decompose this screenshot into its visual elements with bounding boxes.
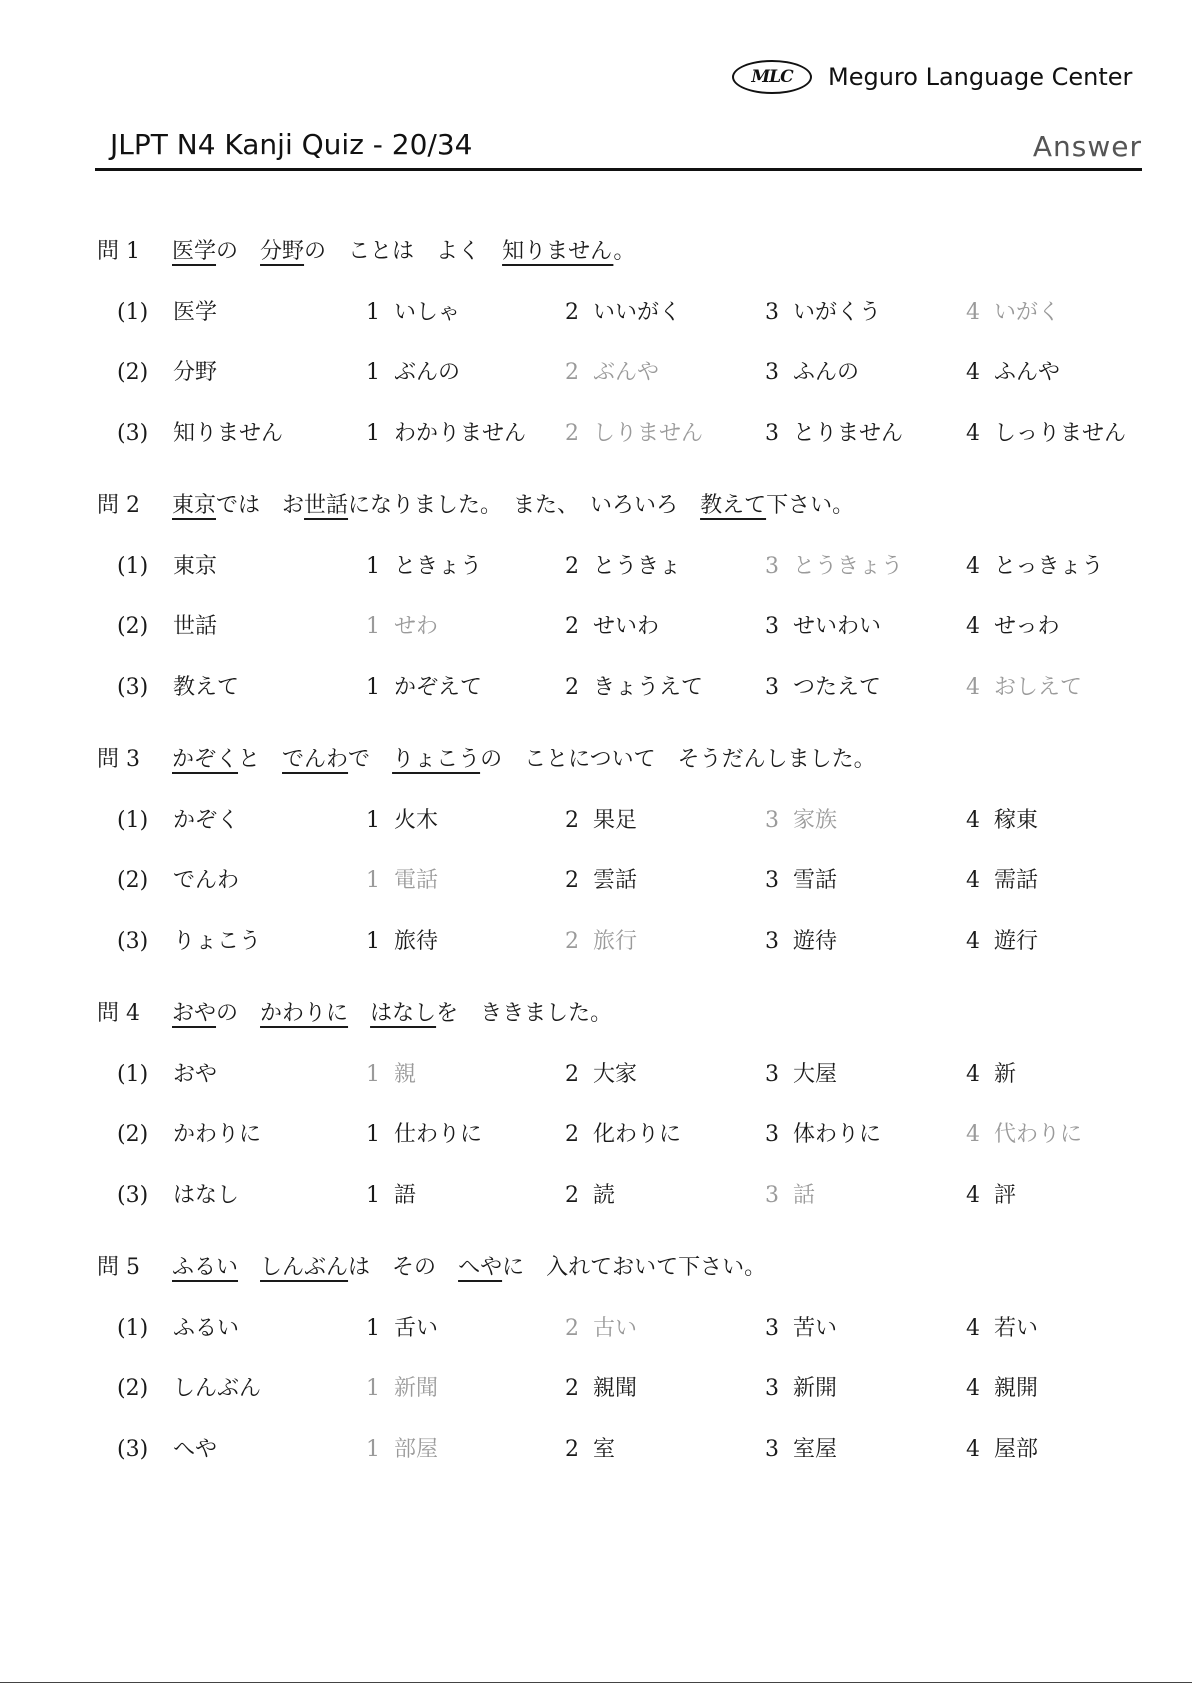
sub-question-row (0, 1314, 1192, 1344)
page-title: JLPT N4 Kanji Quiz - 20/34 (110, 128, 473, 161)
option-text: 旅待 (394, 928, 439, 954)
underlined-word: 教えて (700, 493, 767, 518)
option-text: しりません (593, 420, 704, 446)
sub-question-number: (3) (117, 674, 149, 700)
option-text: 雲話 (593, 868, 638, 893)
underlined-word: かわりに (260, 1001, 349, 1026)
sub-question-number: (1) (117, 299, 149, 325)
sub-question-number: (2) (117, 868, 149, 893)
sub-question-number: (2) (117, 614, 149, 639)
sub-question-target: 医学 (173, 299, 218, 325)
option-text: とうきょ (593, 553, 682, 579)
answer-option-correct (366, 1374, 438, 1404)
option-number: 2 (565, 614, 579, 639)
sub-question-target: かぞく (173, 807, 240, 833)
sub-question-row (0, 612, 1192, 642)
sub-question-row (0, 673, 1192, 703)
answer-option (765, 927, 837, 957)
option-text: せいわい (793, 614, 882, 639)
logo (732, 60, 1132, 94)
logo-text: Meguro Language Center (828, 63, 1133, 91)
option-number: 3 (765, 868, 779, 893)
answer-option-correct (765, 806, 837, 836)
answer-option (765, 1435, 837, 1465)
underlined-word: ふるい (172, 1255, 239, 1280)
sub-question-number: (1) (117, 553, 149, 579)
underlined-word: しんぶん (260, 1255, 349, 1280)
sub-question-row (0, 1060, 1192, 1090)
option-text: いしゃ (394, 299, 461, 325)
option-text: ぶんや (593, 360, 660, 385)
header-divider (95, 168, 1142, 171)
option-number: 4 (966, 420, 980, 446)
answer-option (966, 866, 1038, 896)
answer-option-correct (765, 552, 903, 582)
option-number: 2 (565, 1061, 579, 1087)
sub-question-target: ふるい (173, 1315, 240, 1341)
question-label: 問 3 (97, 747, 140, 772)
option-number: 3 (765, 674, 779, 700)
answer-option (366, 927, 438, 957)
answer-option (366, 552, 482, 582)
sub-question-target: 教えて (173, 674, 240, 700)
option-number: 4 (966, 928, 980, 954)
option-number: 1 (366, 420, 380, 446)
option-text: 親開 (994, 1376, 1039, 1401)
option-number: 3 (765, 553, 779, 579)
option-text: いがく (994, 299, 1061, 325)
answer-option (565, 866, 637, 896)
option-number: 1 (366, 1376, 380, 1401)
sub-question-number: (3) (117, 1182, 149, 1208)
option-text: 若い (994, 1315, 1039, 1341)
option-number: 1 (366, 614, 380, 639)
sentence-text: では お (216, 493, 305, 518)
option-text: 電話 (394, 868, 439, 893)
question-sentence (172, 1253, 766, 1283)
question-sentence (172, 745, 876, 775)
answer-option (565, 1181, 615, 1211)
answer-option (966, 927, 1038, 957)
underlined-word: 東京 (172, 493, 217, 518)
question-3 (0, 745, 1192, 775)
question-label: 問 5 (97, 1255, 140, 1280)
sub-question-target: でんわ (173, 868, 240, 893)
answer-option-correct (966, 1120, 1082, 1150)
underlined-word: 世話 (304, 493, 349, 518)
underlined-word: はなし (370, 1001, 437, 1026)
answer-option (765, 612, 881, 642)
answer-option (966, 612, 1060, 642)
option-number: 2 (565, 1436, 579, 1462)
underlined-word: へや (458, 1255, 503, 1280)
option-number: 2 (565, 1376, 579, 1401)
answer-option (366, 419, 526, 449)
question-sentence (172, 491, 854, 521)
question-2 (0, 491, 1192, 521)
answer-option (565, 1120, 681, 1150)
answer-label: Answer (1032, 130, 1142, 163)
question-label: 問 4 (97, 1001, 140, 1026)
option-text: 化わりに (593, 1122, 682, 1147)
answer-option (966, 552, 1104, 582)
question-5 (0, 1253, 1192, 1283)
sub-question-row (0, 1374, 1192, 1404)
option-text: 稼東 (994, 807, 1039, 833)
option-text: せっわ (994, 614, 1060, 639)
option-number: 4 (966, 1315, 980, 1341)
question-sentence (172, 237, 635, 267)
sub-question-target: しんぶん (173, 1376, 262, 1401)
sub-question-number: (1) (117, 1061, 149, 1087)
option-number: 2 (565, 1182, 579, 1208)
sub-question-row (0, 1181, 1192, 1211)
option-text: せいわ (593, 614, 660, 639)
option-text: 苦い (793, 1315, 838, 1341)
question-4 (0, 999, 1192, 1029)
question-1 (0, 237, 1192, 267)
option-number: 3 (765, 1061, 779, 1087)
answer-option (966, 419, 1126, 449)
option-number: 4 (966, 1182, 980, 1208)
option-text: 新 (994, 1061, 1017, 1087)
answer-option-correct (565, 358, 659, 388)
answer-option (966, 1435, 1038, 1465)
option-number: 4 (966, 1436, 980, 1462)
option-text: 読 (593, 1182, 616, 1208)
sub-question-target: へや (173, 1436, 218, 1462)
option-text: 話 (793, 1182, 816, 1208)
answer-option (366, 1181, 416, 1211)
answer-option-correct (966, 673, 1082, 703)
sub-question-number: (2) (117, 1376, 149, 1401)
option-text: 古い (593, 1315, 638, 1341)
answer-option (565, 1374, 637, 1404)
answer-option (366, 806, 438, 836)
option-text: とっきょう (994, 553, 1104, 579)
option-text: とりません (793, 420, 904, 446)
option-text: 仕わりに (394, 1122, 483, 1147)
sentence-text (238, 1255, 260, 1280)
underlined-word: りょこう (392, 747, 481, 772)
option-text: 遊行 (994, 928, 1039, 954)
option-text: ふんの (793, 360, 860, 385)
option-text: 体わりに (793, 1122, 882, 1147)
sub-question-number: (1) (117, 807, 149, 833)
option-text: いいがく (593, 299, 682, 325)
option-number: 3 (765, 1315, 779, 1341)
option-text: 室 (593, 1436, 616, 1462)
question-label: 問 1 (97, 239, 140, 264)
option-number: 2 (565, 928, 579, 954)
option-text: 果足 (593, 807, 638, 833)
option-text: 部屋 (394, 1436, 439, 1462)
option-text: ふんや (994, 360, 1061, 385)
sentence-text: の ことは よく (304, 239, 503, 264)
underlined-word: おや (172, 1001, 217, 1026)
answer-option (366, 673, 482, 703)
answer-option (765, 298, 881, 328)
answer-option (765, 1120, 881, 1150)
sub-question-row (0, 927, 1192, 957)
option-text: 代わりに (994, 1122, 1083, 1147)
sentence-text: になりました。 また、 いろいろ (348, 493, 701, 518)
option-number: 4 (966, 1376, 980, 1401)
option-number: 4 (966, 299, 980, 325)
option-number: 1 (366, 553, 380, 579)
answer-option (966, 358, 1060, 388)
answer-option-correct (366, 866, 438, 896)
option-number: 4 (966, 614, 980, 639)
answer-option (966, 806, 1038, 836)
option-number: 1 (366, 299, 380, 325)
answer-option (565, 298, 681, 328)
option-number: 2 (565, 674, 579, 700)
mlc-logo-badge: MLC (732, 60, 812, 94)
option-text: 屋部 (994, 1436, 1039, 1462)
option-number: 3 (765, 614, 779, 639)
option-number: 2 (565, 1315, 579, 1341)
option-number: 4 (966, 1061, 980, 1087)
sub-question-row (0, 866, 1192, 896)
option-number: 3 (765, 420, 779, 446)
sentence-text: を ききました。 (436, 1001, 613, 1026)
sub-question-number: (1) (117, 1315, 149, 1341)
sentence-text (348, 1001, 370, 1026)
sentence-text: の (216, 1001, 261, 1026)
sub-question-number: (3) (117, 420, 149, 446)
sub-question-row (0, 1435, 1192, 1465)
answer-option (565, 1060, 637, 1090)
sub-question-target: 世話 (173, 614, 218, 639)
answer-option (366, 298, 460, 328)
option-text: いがくう (793, 299, 882, 325)
answer-option (565, 1435, 615, 1465)
sub-question-number: (2) (117, 1122, 149, 1147)
option-text: 語 (394, 1182, 417, 1208)
answer-option (565, 612, 659, 642)
answer-option-correct (565, 1314, 637, 1344)
answer-option-correct (565, 927, 637, 957)
option-number: 2 (565, 1122, 579, 1147)
option-number: 1 (366, 1182, 380, 1208)
sub-question-number: (3) (117, 1436, 149, 1462)
sub-question-target: かわりに (173, 1122, 262, 1147)
sub-question-row (0, 419, 1192, 449)
option-text: 大家 (593, 1061, 638, 1087)
answer-option-correct (966, 298, 1060, 328)
option-number: 3 (765, 360, 779, 385)
underlined-word: 医学 (172, 239, 217, 264)
option-number: 1 (366, 1061, 380, 1087)
option-text: 遊待 (793, 928, 838, 954)
option-number: 3 (765, 1376, 779, 1401)
option-number: 2 (565, 360, 579, 385)
sub-question-row (0, 552, 1192, 582)
option-number: 4 (966, 807, 980, 833)
option-number: 2 (565, 553, 579, 579)
option-text: 新開 (793, 1376, 838, 1401)
answer-option (966, 1181, 1016, 1211)
option-number: 3 (765, 807, 779, 833)
option-number: 4 (966, 868, 980, 893)
option-text: 新聞 (394, 1376, 439, 1401)
option-number: 3 (765, 1436, 779, 1462)
underlined-word: でんわ (282, 747, 349, 772)
option-text: 評 (994, 1182, 1017, 1208)
sentence-text: で (348, 747, 393, 772)
option-text: せわ (394, 614, 439, 639)
sub-question-target: りょこう (173, 928, 262, 954)
answer-option (765, 1374, 837, 1404)
sub-question-number: (2) (117, 360, 149, 385)
answer-option (366, 1120, 482, 1150)
answer-option-correct (366, 612, 438, 642)
option-number: 2 (565, 807, 579, 833)
option-number: 2 (565, 420, 579, 446)
answer-option (765, 358, 859, 388)
option-text: 親聞 (593, 1376, 638, 1401)
option-number: 4 (966, 1122, 980, 1147)
option-text: きょうえて (593, 674, 704, 700)
sub-question-number: (3) (117, 928, 149, 954)
option-text: 大屋 (793, 1061, 838, 1087)
option-text: わかりません (394, 420, 527, 446)
option-number: 2 (565, 299, 579, 325)
option-number: 3 (765, 299, 779, 325)
answer-option (565, 806, 637, 836)
option-text: 火木 (394, 807, 439, 833)
sub-question-target: おや (173, 1061, 218, 1087)
page-bottom-divider (0, 1682, 1192, 1683)
sentence-text: と (238, 747, 283, 772)
answer-option (366, 358, 460, 388)
option-text: 室屋 (793, 1436, 838, 1462)
sentence-text: 。 (613, 239, 636, 264)
underlined-word: 分野 (260, 239, 305, 264)
sub-question-row (0, 298, 1192, 328)
option-number: 3 (765, 928, 779, 954)
option-text: 家族 (793, 807, 838, 833)
option-number: 1 (366, 1436, 380, 1462)
sentence-text: は その (348, 1255, 459, 1280)
answer-option (765, 419, 903, 449)
option-number: 1 (366, 1122, 380, 1147)
underlined-word: かぞく (172, 747, 239, 772)
answer-option (765, 673, 881, 703)
option-text: つたえて (793, 674, 882, 700)
answer-option (765, 1314, 837, 1344)
option-number: 3 (765, 1122, 779, 1147)
option-number: 2 (565, 868, 579, 893)
answer-option (366, 1314, 438, 1344)
option-text: ときょう (394, 553, 483, 579)
question-label: 問 2 (97, 493, 140, 518)
option-text: 舌い (394, 1315, 439, 1341)
answer-option-correct (366, 1435, 438, 1465)
sentence-text: の (216, 239, 261, 264)
sub-question-target: 知りません (173, 420, 284, 446)
option-number: 1 (366, 1315, 380, 1341)
sub-question-row (0, 358, 1192, 388)
answer-option (966, 1060, 1016, 1090)
sentence-text: の ことについて そうだんしました。 (480, 747, 876, 772)
option-text: とうきょう (793, 553, 904, 579)
underlined-word: 知りません (502, 239, 614, 264)
answer-option (966, 1374, 1038, 1404)
option-number: 4 (966, 674, 980, 700)
answer-option (565, 673, 703, 703)
sub-question-target: はなし (173, 1182, 240, 1208)
sub-question-row (0, 806, 1192, 836)
option-text: 親 (394, 1061, 417, 1087)
option-number: 1 (366, 360, 380, 385)
option-number: 1 (366, 928, 380, 954)
option-text: おしえて (994, 674, 1083, 700)
answer-option-correct (366, 1060, 416, 1090)
sub-question-row (0, 1120, 1192, 1150)
answer-option-correct (765, 1181, 815, 1211)
sentence-text: に 入れておいて下さい。 (502, 1255, 767, 1280)
sub-question-target: 分野 (173, 360, 218, 385)
answer-option (966, 1314, 1038, 1344)
answer-option-correct (565, 419, 703, 449)
answer-option (565, 552, 681, 582)
option-number: 4 (966, 553, 980, 579)
answer-option (765, 1060, 837, 1090)
option-number: 1 (366, 807, 380, 833)
option-number: 1 (366, 868, 380, 893)
option-text: 雪話 (793, 868, 838, 893)
option-text: 需話 (994, 868, 1039, 893)
option-number: 3 (765, 1182, 779, 1208)
answer-option (765, 866, 837, 896)
question-sentence (172, 999, 612, 1029)
option-text: かぞえて (394, 674, 483, 700)
option-number: 4 (966, 360, 980, 385)
option-text: しっりません (994, 420, 1127, 446)
option-text: ぶんの (394, 360, 461, 385)
sub-question-target: 東京 (173, 553, 218, 579)
option-text: 旅行 (593, 928, 638, 954)
option-number: 1 (366, 674, 380, 700)
sentence-text: 下さい。 (766, 493, 855, 518)
